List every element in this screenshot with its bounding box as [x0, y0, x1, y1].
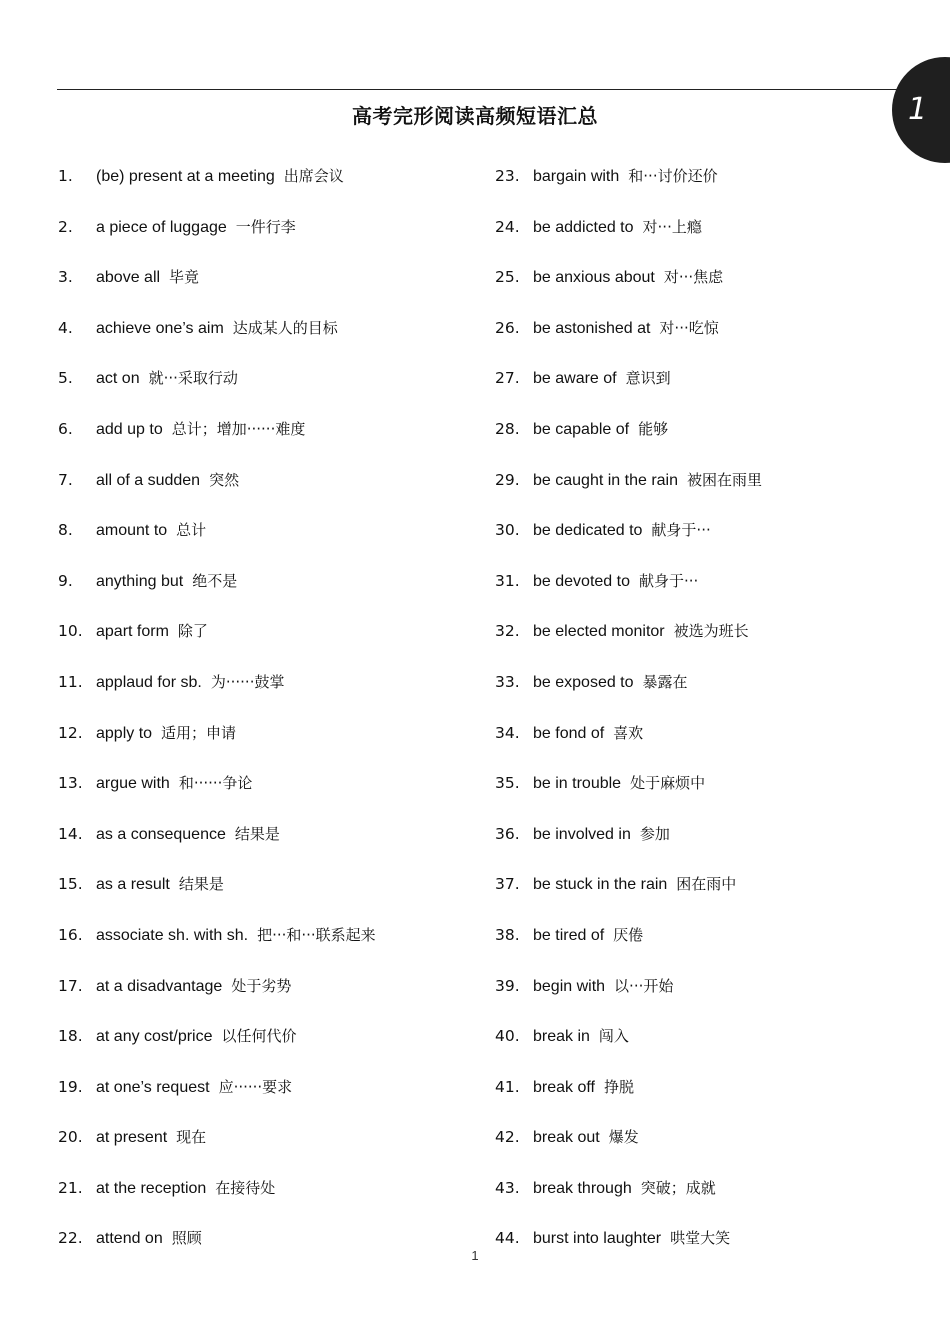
phrase-text — [533, 267, 723, 288]
phrase-text — [533, 1178, 716, 1199]
page-title: 高考完形阅读高频短语汇总 — [352, 104, 598, 128]
phrase-text — [96, 824, 280, 845]
phrase-english: apply to — [96, 724, 153, 742]
phrase-text — [533, 621, 749, 642]
phrase-text — [96, 925, 376, 946]
phrase-number: 6. — [58, 419, 73, 438]
phrase-english: as a consequence — [96, 825, 226, 843]
phrase-chinese: 除了 — [177, 622, 208, 641]
phrase-text — [533, 318, 719, 339]
phrase-english: be tired of — [533, 926, 605, 944]
phrase-chinese: 现在 — [176, 1128, 207, 1147]
phrase-english: be astonished at — [533, 319, 651, 337]
phrase-text — [96, 571, 237, 592]
phrase-number: 21. — [58, 1178, 83, 1197]
phrase-chinese: 和···讨价还价 — [628, 167, 718, 185]
phrase-text — [96, 166, 344, 187]
phrase-chinese: 一件行李 — [235, 217, 296, 236]
phrase-text — [96, 672, 284, 693]
phrase-english: attend on — [96, 1230, 163, 1248]
phrase-english: amount to — [96, 522, 168, 540]
phrase-number: 16. — [58, 925, 83, 944]
phrase-english: be dedicated to — [533, 522, 643, 540]
phrase-english: be stuck in the rain — [533, 876, 668, 894]
phrase-chinese: 毕竟 — [169, 268, 200, 287]
phrase-text — [96, 723, 236, 744]
phrase-english: apart form — [96, 623, 169, 641]
phrase-text — [533, 571, 698, 592]
phrase-text — [533, 217, 702, 238]
phrase-chinese: 爆发 — [608, 1128, 639, 1147]
phrase-chinese: 参加 — [639, 824, 670, 843]
phrase-text — [533, 470, 762, 491]
phrase-text — [533, 672, 688, 693]
phrase-number: 33. — [495, 672, 520, 691]
phrase-english: associate sh. with sh. — [96, 926, 249, 944]
phrase-text — [96, 318, 338, 339]
phrase-chinese: 被选为班长 — [673, 622, 749, 641]
phrase-text — [96, 368, 238, 389]
phrase-text — [533, 166, 718, 187]
phrase-number: 41. — [495, 1077, 520, 1096]
footer-page-number: 1 — [471, 1248, 479, 1263]
phrase-chinese: 喜欢 — [613, 723, 644, 742]
phrase-english: add up to — [96, 420, 163, 438]
phrase-chinese: 被困在雨里 — [687, 470, 763, 489]
phrase-text — [533, 1026, 629, 1047]
phrase-number: 18. — [58, 1027, 83, 1046]
phrase-text — [96, 976, 291, 997]
phrase-english: break through — [533, 1179, 632, 1197]
phrase-number: 4. — [58, 318, 73, 337]
phrase-chinese: 困在雨中 — [676, 875, 737, 894]
phrase-number: 28. — [495, 419, 520, 438]
phrase-english: burst into laughter — [533, 1230, 662, 1248]
phrase-number: 15. — [58, 875, 83, 894]
phrase-text — [96, 520, 206, 541]
phrase-number: 7. — [58, 470, 73, 489]
phrase-english: be in trouble — [533, 775, 622, 793]
phrase-number: 10. — [58, 622, 83, 641]
phrase-text — [533, 925, 643, 946]
phrase-english: at the reception — [96, 1179, 207, 1197]
phrase-text — [533, 773, 705, 794]
phrase-chinese: 对···上瘾 — [642, 217, 702, 236]
phrase-chinese: 以任何代价 — [221, 1027, 297, 1046]
phrase-number: 8. — [58, 521, 73, 540]
phrase-english: be anxious about — [533, 269, 655, 287]
phrase-number: 11. — [58, 672, 83, 691]
phrase-text — [96, 773, 252, 794]
phrase-chinese: 出席会议 — [283, 167, 344, 185]
header-rule — [57, 89, 900, 90]
phrase-chinese: 总计 — [176, 521, 207, 540]
phrase-number: 32. — [495, 622, 520, 641]
phrase-english: anything but — [96, 572, 184, 590]
phrase-chinese: 以···开始 — [614, 976, 674, 995]
phrase-english: be fond of — [533, 724, 605, 742]
phrase-text — [96, 267, 199, 288]
phrase-chinese: 挣脱 — [603, 1077, 634, 1096]
phrase-text — [533, 1127, 639, 1148]
phrase-number: 20. — [58, 1128, 83, 1147]
phrase-number: 27. — [495, 369, 520, 388]
phrase-number: 44. — [495, 1229, 520, 1248]
phrase-chinese: 结果是 — [234, 824, 280, 843]
phrase-english: achieve one’s aim — [96, 319, 224, 337]
phrase-number: 31. — [495, 571, 520, 590]
phrase-chinese: 结果是 — [178, 875, 224, 894]
phrase-english: a piece of luggage — [96, 218, 227, 236]
phrase-text — [96, 621, 208, 642]
phrase-number: 39. — [495, 976, 520, 995]
phrase-number: 3. — [58, 268, 73, 287]
phrase-number: 34. — [495, 723, 520, 742]
phrase-chinese: 和······争论 — [178, 774, 253, 793]
phrase-english: act on — [96, 370, 140, 388]
phrase-number: 26. — [495, 318, 520, 337]
phrase-english: be devoted to — [533, 572, 630, 590]
phrase-text — [96, 217, 296, 238]
phrase-english: be involved in — [533, 825, 631, 843]
phrase-chinese: 突破；成就 — [640, 1178, 716, 1197]
phrase-number: 1. — [58, 167, 73, 185]
phrase-text — [533, 1077, 634, 1098]
phrase-chinese: 献身于··· — [638, 571, 699, 590]
phrase-number: 2. — [58, 217, 73, 236]
phrase-english: at one’s request — [96, 1078, 210, 1096]
phrase-number: 22. — [58, 1229, 83, 1248]
phrase-chinese: 闯入 — [598, 1027, 629, 1046]
phrase-number: 42. — [495, 1128, 520, 1147]
phrase-chinese: 对···吃惊 — [659, 318, 719, 337]
phrase-english: at present — [96, 1129, 168, 1147]
phrase-english: be exposed to — [533, 673, 634, 691]
phrase-chinese: 处于麻烦中 — [630, 774, 706, 793]
phrase-number: 25. — [495, 268, 520, 287]
phrase-text — [96, 1127, 206, 1148]
phrase-english: applaud for sb. — [96, 673, 202, 691]
phrase-chinese: 就···采取行动 — [148, 369, 238, 388]
phrase-number: 35. — [495, 774, 520, 793]
phrase-number: 40. — [495, 1027, 520, 1046]
phrase-english: (be) present at a meeting — [96, 168, 275, 185]
phrase-english: above all — [96, 269, 161, 287]
phrase-chinese: 对···焦虑 — [663, 268, 724, 287]
phrase-chinese: 能够 — [638, 419, 669, 438]
phrase-chinese: 在接待处 — [215, 1178, 276, 1197]
phrase-text — [96, 470, 239, 491]
phrase-text — [96, 874, 224, 895]
phrase-number: 5. — [58, 369, 73, 388]
phrase-number: 9. — [58, 571, 73, 590]
phrase-text — [533, 1228, 730, 1249]
phrase-chinese: 总计；增加······难度 — [171, 419, 306, 438]
phrase-text — [533, 874, 736, 895]
phrase-number: 14. — [58, 824, 83, 843]
phrase-number: 30. — [495, 521, 520, 540]
phrase-chinese: 处于劣势 — [231, 976, 292, 995]
phrase-number: 36. — [495, 824, 520, 843]
phrase-chinese: 适用；申请 — [161, 723, 237, 742]
phrase-english: be capable of — [533, 420, 630, 438]
page-badge-number: 1 — [908, 92, 928, 127]
phrase-text — [96, 1026, 297, 1047]
phrase-text — [96, 1178, 275, 1199]
phrase-number: 19. — [58, 1077, 83, 1096]
phrase-english: argue with — [96, 775, 170, 793]
phrase-number: 13. — [58, 774, 83, 793]
phrase-number: 38. — [495, 925, 520, 944]
phrase-text — [533, 723, 643, 744]
phrase-english: all of a sudden — [96, 471, 201, 489]
phrase-text — [533, 520, 711, 541]
phrase-english: begin with — [533, 977, 606, 995]
phrase-chinese: 把···和···联系起来 — [257, 925, 376, 944]
phrase-chinese: 哄堂大笑 — [670, 1229, 731, 1248]
phrase-text — [96, 1228, 202, 1249]
phrase-english: break out — [533, 1129, 600, 1147]
phrase-english: as a result — [96, 876, 170, 894]
phrase-text — [96, 1077, 292, 1098]
phrase-number: 17. — [58, 976, 83, 995]
phrase-chinese: 应······要求 — [218, 1077, 293, 1096]
phrase-chinese: 厌倦 — [613, 925, 644, 944]
phrase-chinese: 绝不是 — [192, 571, 238, 590]
phrase-number: 12. — [58, 723, 83, 742]
phrase-chinese: 献身于··· — [651, 521, 711, 540]
phrase-chinese: 意识到 — [625, 369, 671, 388]
phrase-chinese: 照顾 — [171, 1229, 202, 1248]
phrase-number: 37. — [495, 875, 520, 894]
phrase-english: be caught in the rain — [533, 471, 678, 489]
phrase-english: at any cost/price — [96, 1028, 213, 1046]
phrase-number: 29. — [495, 470, 520, 489]
phrase-english: be addicted to — [533, 218, 634, 236]
phrase-english: break off — [533, 1078, 595, 1096]
phrase-english: be aware of — [533, 370, 617, 388]
phrase-chinese: 暴露在 — [642, 672, 688, 691]
phrase-english: bargain with — [533, 168, 620, 185]
phrase-chinese: 为······鼓掌 — [210, 672, 285, 691]
phrase-english: at a disadvantage — [96, 977, 223, 995]
phrase-text — [533, 419, 668, 440]
phrase-text — [533, 368, 671, 389]
phrase-number: 24. — [495, 217, 520, 236]
phrase-chinese: 达成某人的目标 — [232, 318, 338, 337]
phrase-english: be elected monitor — [533, 623, 665, 641]
phrase-english: break in — [533, 1028, 590, 1046]
phrase-text — [533, 824, 670, 845]
phrase-chinese: 突然 — [209, 470, 240, 489]
phrase-text — [96, 419, 305, 440]
phrase-number: 23. — [495, 167, 520, 185]
phrase-text — [533, 976, 673, 997]
phrase-number: 43. — [495, 1178, 520, 1197]
